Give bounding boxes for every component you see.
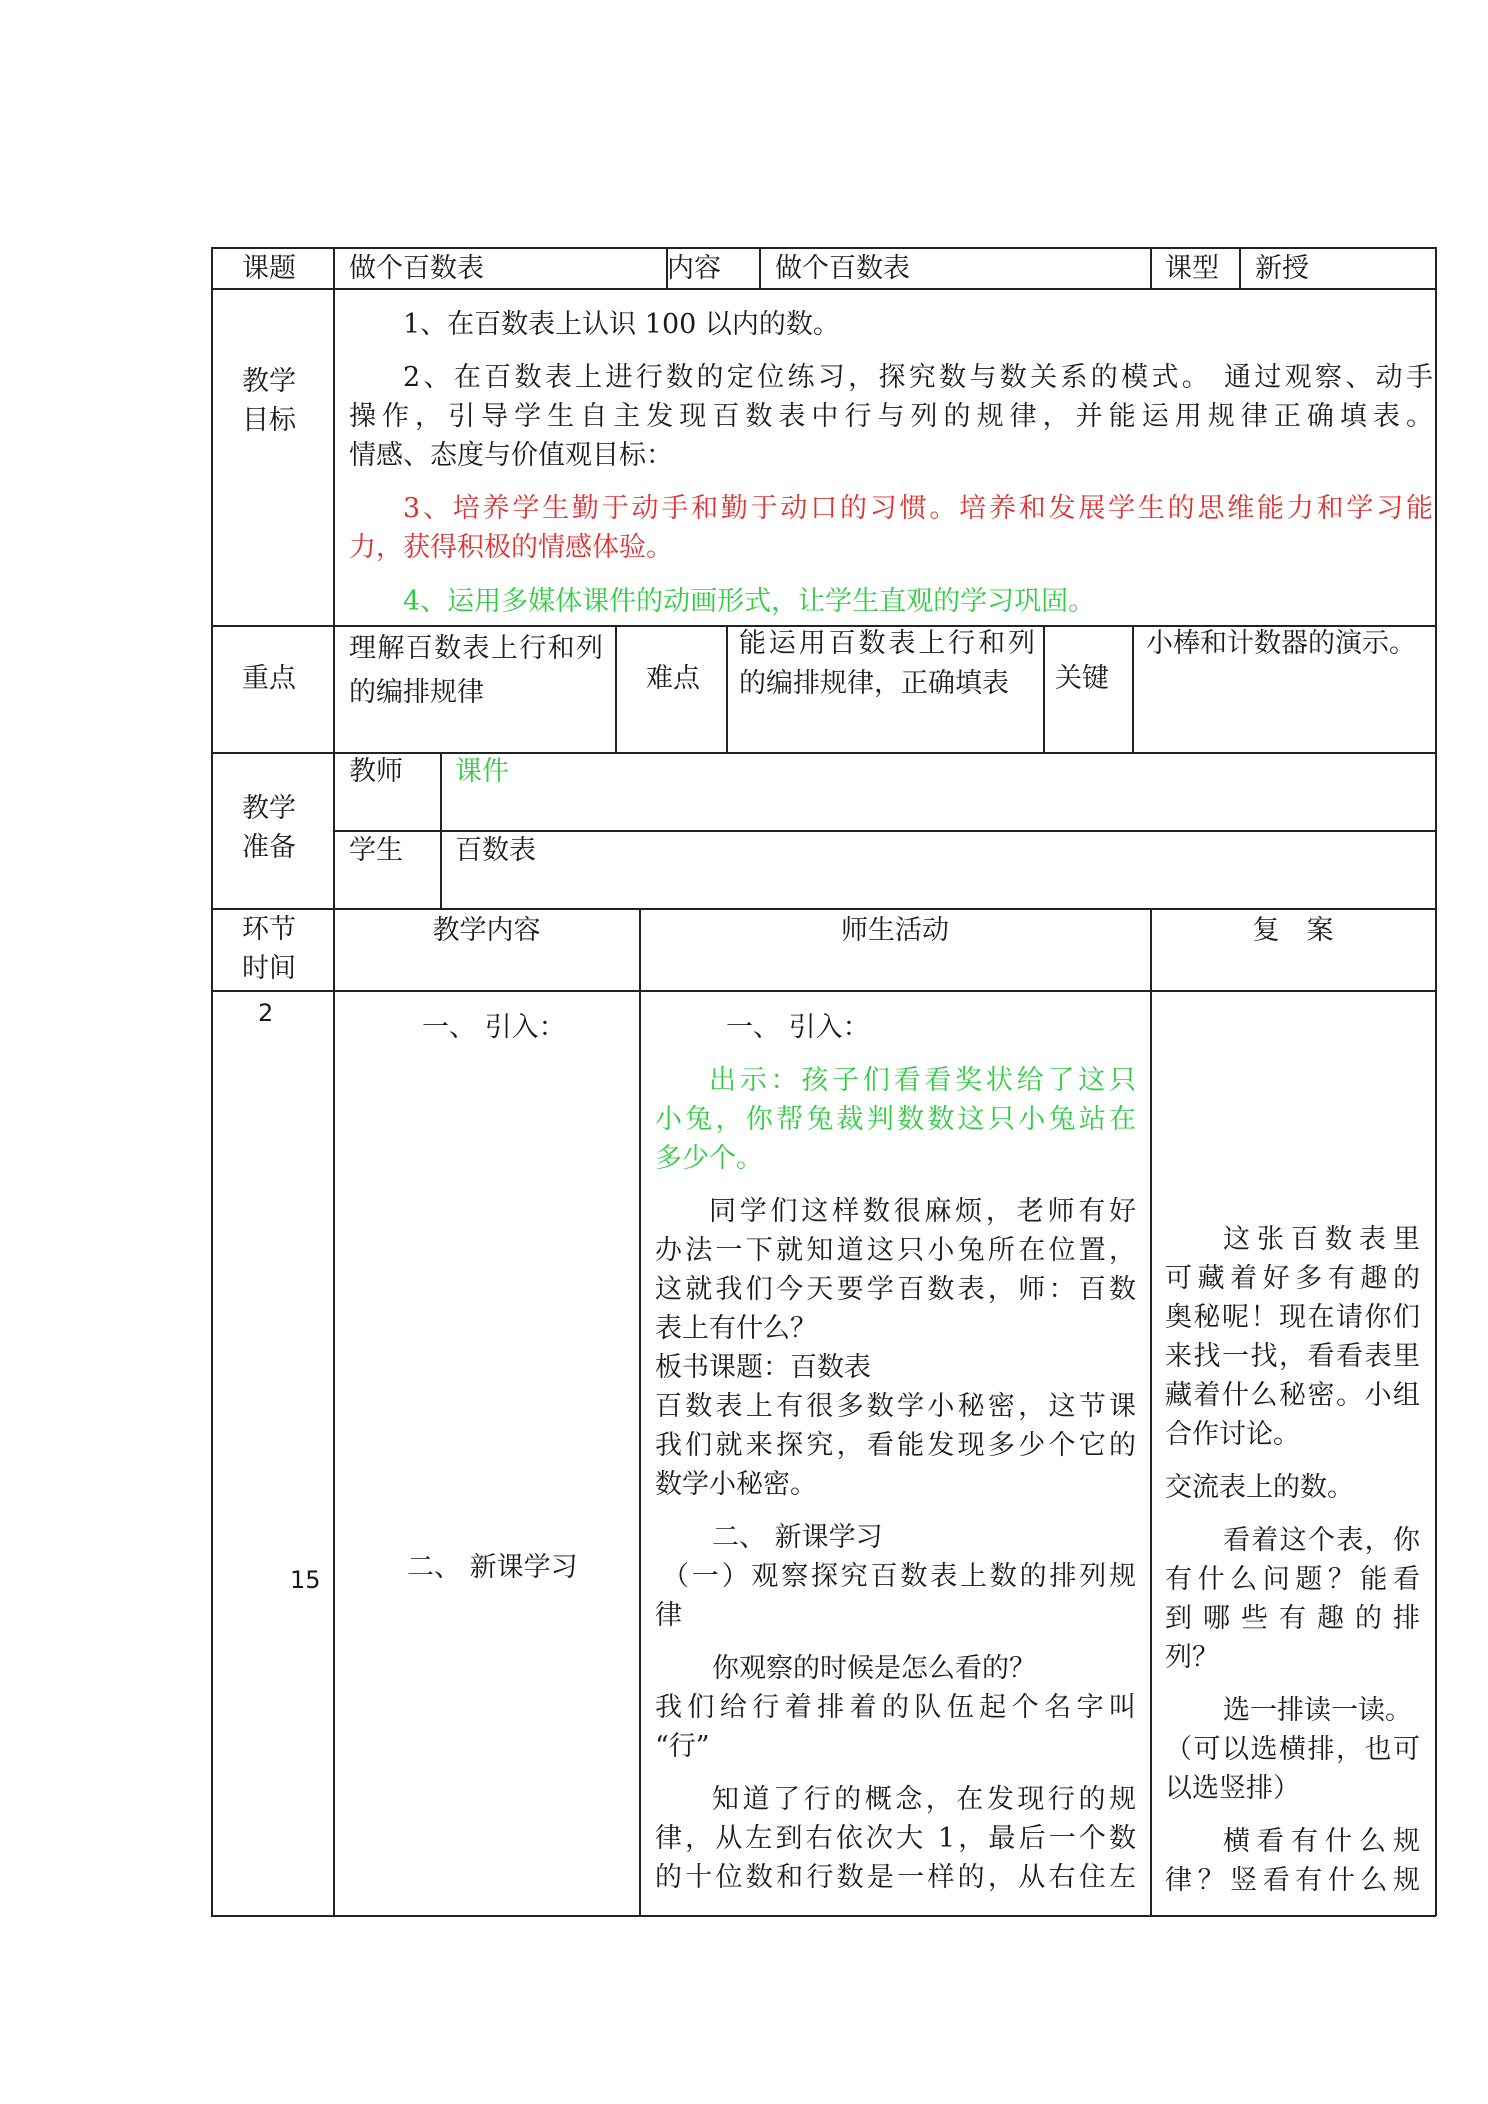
content-label: 内容 bbox=[667, 253, 721, 284]
goal-line-3a: 3、培养学生勤于动手和勤于动口的习惯。培养和发展学生的思维能力和学习能 bbox=[403, 493, 1433, 524]
activity-q-2b: “行” bbox=[655, 1731, 710, 1762]
topic-label: 课题 bbox=[242, 253, 296, 284]
difficulty-label: 难点 bbox=[646, 663, 700, 694]
activity-new-title: 二、 新课学习 bbox=[712, 1522, 883, 1553]
note-4c: 以选竖排） bbox=[1165, 1773, 1300, 1804]
activity-para-1h: 数学小秘密。 bbox=[655, 1469, 817, 1500]
goals-label-2: 目标 bbox=[242, 405, 296, 436]
note-5b: 律？竖看有什么规 bbox=[1165, 1865, 1420, 1896]
activity-show-3: 多少个。 bbox=[655, 1143, 763, 1174]
type-value: 新授 bbox=[1255, 253, 1309, 284]
col-activity: 师生活动 bbox=[841, 915, 949, 946]
note-2: 交流表上的数。 bbox=[1165, 1472, 1354, 1503]
col-stage-1: 环节 bbox=[242, 914, 296, 945]
note-1e: 藏着什么秘密。小组 bbox=[1165, 1380, 1420, 1411]
key-label: 关键 bbox=[1055, 663, 1109, 694]
note-3a: 看着这个表，你 bbox=[1223, 1525, 1420, 1556]
activity-p-3a: 知道了行的概念，在发现行的规 bbox=[712, 1784, 1136, 1815]
content-value: 做个百数表 bbox=[775, 253, 910, 284]
activity-q-2a: 我们给行着排着的队伍起个名字叫 bbox=[655, 1692, 1136, 1723]
topic-value: 做个百数表 bbox=[349, 253, 484, 284]
focus-label: 重点 bbox=[242, 663, 296, 694]
note-3b: 有什么问题？能看 bbox=[1165, 1564, 1420, 1595]
note-1d: 来找一找，看看表里 bbox=[1165, 1341, 1420, 1372]
activity-p-3b: 律，从左到右依次大 1，最后一个数 bbox=[655, 1823, 1136, 1854]
activity-sub-1b: 律 bbox=[655, 1600, 682, 1631]
activity-show-2: 小兔，你帮兔裁判数数这只小兔站在 bbox=[655, 1104, 1136, 1135]
note-1a: 这张百数表里 bbox=[1223, 1224, 1420, 1255]
time-1: 2 bbox=[258, 999, 274, 1027]
col-stage-2: 时间 bbox=[242, 953, 296, 984]
goal-line-4: 4、运用多媒体课件的动画形式，让学生直观的学习巩固。 bbox=[403, 586, 1096, 617]
goal-line-1: 1、在百数表上认识 100 以内的数。 bbox=[403, 309, 840, 340]
goal-line-2c: 情感、态度与价值观目标： bbox=[349, 440, 673, 471]
goal-line-3b: 力，获得积极的情感体验。 bbox=[349, 532, 673, 563]
goal-line-2a: 2、在百数表上进行数的定位练习，探究数与数关系的模式。 通过观察、动手 bbox=[403, 362, 1433, 393]
goals-label-1: 教学 bbox=[242, 366, 296, 397]
prep-label-2: 准备 bbox=[242, 832, 296, 863]
teacher-label: 教师 bbox=[349, 756, 403, 787]
student-label: 学生 bbox=[349, 835, 403, 866]
note-1b: 可藏着好多有趣的 bbox=[1165, 1263, 1420, 1294]
key-value: 小棒和计数器的演示。 bbox=[1146, 628, 1416, 659]
activity-para-1e: 板书课题：百数表 bbox=[655, 1352, 871, 1383]
activity-para-1g: 我们就来探究，看能发现多少个它的 bbox=[655, 1430, 1136, 1461]
activity-q-1: 你观察的时候是怎么看的？ bbox=[712, 1653, 1036, 1684]
activity-sub-1a: （一）观察探究百数表上数的排列规 bbox=[662, 1561, 1136, 1592]
content-intro: 一、 引入： bbox=[422, 1012, 566, 1043]
activity-para-1c: 这就我们今天要学百数表，师：百数 bbox=[655, 1274, 1136, 1305]
activity-intro-title: 一、 引入： bbox=[726, 1012, 870, 1043]
type-label: 课型 bbox=[1165, 253, 1219, 284]
note-4a: 选一排读一读。 bbox=[1223, 1695, 1412, 1726]
activity-p-3c: 的十位数和行数是一样的，从右住左 bbox=[655, 1862, 1136, 1893]
student-value: 百数表 bbox=[455, 835, 536, 866]
note-1c: 奥秘呢！现在请你们 bbox=[1165, 1302, 1420, 1333]
note-4b: （可以选横排，也可 bbox=[1165, 1734, 1420, 1765]
activity-para-1f: 百数表上有很多数学小秘密，这节课 bbox=[655, 1391, 1136, 1422]
content-new-lesson: 二、 新课学习 bbox=[407, 1552, 578, 1583]
activity-para-1b: 办法一下就知道这只小兔所在位置， bbox=[655, 1235, 1136, 1266]
difficulty-value: 能运用百数表上行和列的编排规律，正确填表 bbox=[739, 628, 1035, 699]
prep-label-1: 教学 bbox=[242, 793, 296, 824]
focus-value: 理解百数表上行和列的编排规律 bbox=[349, 633, 603, 708]
col-notes: 复 案 bbox=[1252, 915, 1334, 946]
note-3c: 到哪些有趣的排 bbox=[1165, 1603, 1420, 1634]
note-3d: 列？ bbox=[1165, 1642, 1219, 1673]
activity-show-1: 出示：孩子们看看奖状给了这只 bbox=[709, 1065, 1136, 1096]
col-content: 教学内容 bbox=[432, 915, 541, 946]
goal-line-2b: 操作，引导学生自主发现百数表中行与列的规律，并能运用规律正确填表。 bbox=[349, 401, 1433, 432]
note-1f: 合作讨论。 bbox=[1165, 1419, 1300, 1450]
note-5a: 横看有什么规 bbox=[1223, 1826, 1420, 1857]
time-2: 15 bbox=[290, 1566, 321, 1594]
teacher-value: 课件 bbox=[455, 756, 509, 787]
activity-para-1d: 表上有什么？ bbox=[655, 1313, 817, 1344]
activity-para-1a: 同学们这样数很麻烦，老师有好 bbox=[709, 1196, 1136, 1227]
